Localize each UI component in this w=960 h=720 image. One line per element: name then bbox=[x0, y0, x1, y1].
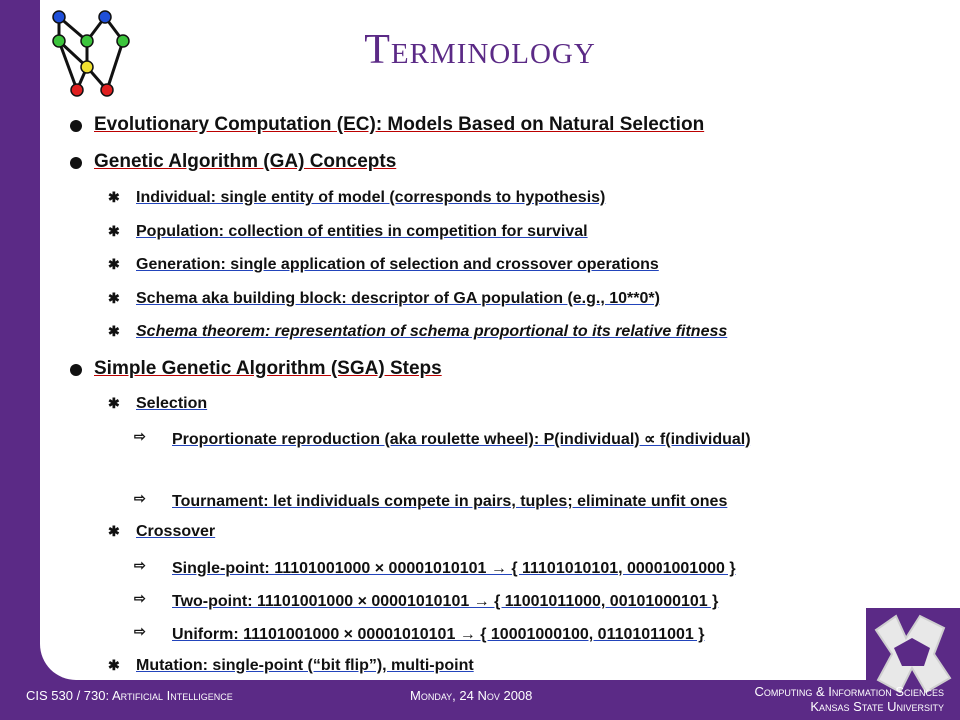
asterisk-bullet-icon: ✱ bbox=[108, 523, 120, 539]
bullet-text: Mutation: single-point (“bit flip”), multi-point bbox=[136, 657, 474, 674]
bullet-text: Population: collection of entities in competition for survival bbox=[136, 223, 588, 240]
asterisk-bullet-icon: ✱ bbox=[108, 189, 120, 205]
bullet-text: Selection bbox=[136, 395, 208, 412]
bullet-text: Individual: single entity of model (corresponds to hypothesis) bbox=[136, 189, 606, 206]
bullet-text: Schema theorem: representation of schema proportional to its relative fitness bbox=[136, 323, 728, 340]
asterisk-bullet-icon: ✱ bbox=[108, 290, 120, 306]
asterisk-bullet-icon: ✱ bbox=[108, 657, 120, 673]
bullet-text: Genetic Algorithm (GA) Concepts bbox=[94, 151, 397, 172]
bullet-text: Crossover bbox=[136, 523, 216, 540]
bullet-text: Schema aka building block: descriptor of GA population (e.g., 10**0*) bbox=[136, 290, 660, 307]
footer-department bbox=[754, 684, 944, 714]
bullet-text: Two-point: 11101001000 × 00001010101 → { 11001011000, 00101000101 } bbox=[172, 593, 719, 610]
bullet-text: Uniform: 11101001000 × 00001010101 → { 10001000100, 01101011001 } bbox=[172, 626, 705, 643]
footer-course: CIS 530 / 730: Artificial Intelligence bbox=[26, 688, 233, 703]
bullet-dot-icon bbox=[70, 120, 82, 132]
slide-title: Terminology bbox=[364, 27, 596, 73]
bullet-dot-icon bbox=[70, 157, 82, 169]
bullet-text: Proportionate reproduction (aka roulette wheel): P(individual) ∝ f(individual) bbox=[172, 431, 751, 448]
arrow-bullet-icon: ⇨ bbox=[134, 557, 146, 573]
arrow-bullet-icon: ⇨ bbox=[134, 428, 146, 444]
footer-date: Monday, 24 Nov 2008 bbox=[410, 688, 533, 703]
bullet-dot-icon bbox=[70, 364, 82, 376]
footer bbox=[0, 680, 960, 720]
bullet-text: Single-point: 11101001000 × 00001010101 → { 11101010101, 00001001000 } bbox=[172, 560, 736, 577]
asterisk-bullet-icon: ✱ bbox=[108, 256, 120, 272]
footer-dept-line1: Computing & Information Sciences bbox=[754, 684, 944, 699]
asterisk-bullet-icon: ✱ bbox=[108, 395, 120, 411]
footer-dept-line2: Kansas State University bbox=[810, 699, 944, 714]
arrow-bullet-icon: ⇨ bbox=[134, 623, 146, 639]
asterisk-bullet-icon: ✱ bbox=[108, 323, 120, 339]
bullet-text: Tournament: let individuals compete in pairs, tuples; eliminate unfit ones bbox=[172, 493, 728, 510]
bullet-text: Simple Genetic Algorithm (SGA) Steps bbox=[94, 358, 442, 379]
bullet-text: Generation: single application of selection and crossover operations bbox=[136, 256, 659, 273]
asterisk-bullet-icon: ✱ bbox=[108, 223, 120, 239]
arrow-bullet-icon: ⇨ bbox=[134, 590, 146, 606]
bullet-text: Evolutionary Computation (EC): Models Based on Natural Selection bbox=[94, 114, 705, 135]
arrow-bullet-icon: ⇨ bbox=[134, 490, 146, 506]
